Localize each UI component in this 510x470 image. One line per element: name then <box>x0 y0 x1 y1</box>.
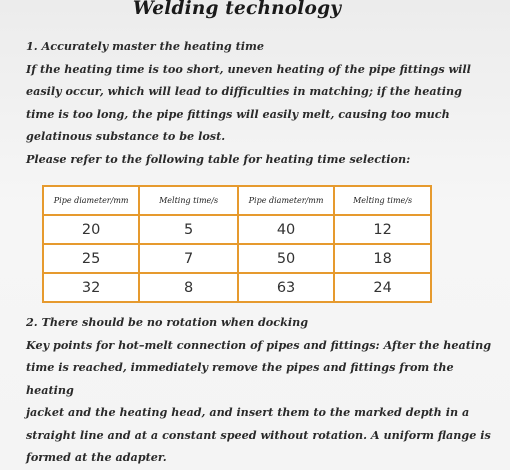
paragraph-line: If the heating time is too short, uneven heating of the pipe fittings will <box>26 61 471 76</box>
table-cell: 24 <box>334 273 431 302</box>
header-melting-time: Melting time/s <box>139 186 238 215</box>
page-title: Welding technology <box>132 0 342 19</box>
table-cell: 25 <box>43 244 139 273</box>
table-cell: 50 <box>238 244 334 273</box>
table-cell: 8 <box>139 273 238 302</box>
table-header-row <box>43 186 431 215</box>
section-heading: 2. There should be no rotation when docking <box>26 315 309 329</box>
section-no-rotation <box>26 311 496 469</box>
header-pipe-diameter: Pipe diameter/mm <box>43 186 139 215</box>
table-cell: 12 <box>334 215 431 244</box>
section-heading: 1. Accurately master the heating time <box>26 39 265 53</box>
paragraph-line: time is too long, the pipe fittings will easily melt, causing too much <box>26 106 450 121</box>
table-cell: 18 <box>334 244 431 273</box>
header-melting-time: Melting time/s <box>334 186 431 215</box>
table-row <box>43 273 431 302</box>
section-heating-time <box>26 35 496 170</box>
refer-text: Please refer to the following table for heating time selection: <box>26 151 411 166</box>
table-row <box>43 215 431 244</box>
table-row <box>43 244 431 273</box>
paragraph-line: jacket and the heating head, and insert them to the marked depth in a <box>26 405 470 419</box>
paragraph-line: formed at the adapter. <box>26 450 167 464</box>
heating-time-table <box>42 185 432 303</box>
paragraph-line: easily occur, which will lead to difficulties in matching; if the heating <box>26 84 462 98</box>
paragraph-line: straight line and at a constant speed without rotation. A uniform flange is <box>26 427 491 442</box>
table-cell: 5 <box>139 215 238 244</box>
header-pipe-diameter: Pipe diameter/mm <box>238 186 334 215</box>
paragraph-line: gelatinous substance to be lost. <box>26 129 226 143</box>
table-cell: 40 <box>238 215 334 244</box>
paragraph-line: time is reached, immediately remove the pipes and fittings from the heating <box>26 360 454 397</box>
table-cell: 20 <box>43 215 139 244</box>
table-cell: 32 <box>43 273 139 302</box>
paragraph-line: Key points for hot–melt connection of pipes and fittings: After the heating <box>26 337 492 352</box>
table-cell: 63 <box>238 273 334 302</box>
table-cell: 7 <box>139 244 238 273</box>
